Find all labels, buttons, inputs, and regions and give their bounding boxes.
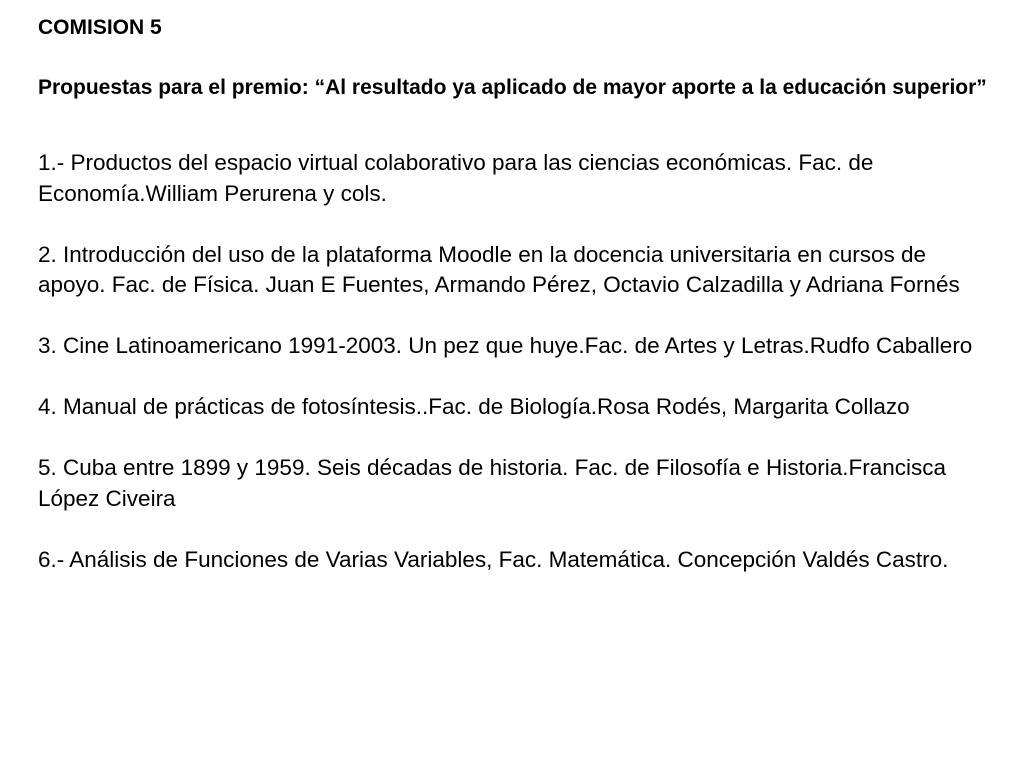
proposal-item: 6.- Análisis de Funciones de Varias Variables, Fac. Matemática. Concepción Valdés Castro. [38, 546, 949, 572]
proposal-item: 1.- Productos del espacio virtual colaborativo para las ciencias económicas. Fac. de Economía.William Perurena y cols. [38, 150, 874, 206]
proposal-item: 3. Cine Latinoamericano 1991-2003. Un pez que huye.Fac. de Artes y Letras.Rudfo Caballero [38, 333, 973, 358]
proposal-item: 2. Introducción del uso de la plataforma Moodle en la docencia universitaria en cursos de apoyo. Fac. de Física. Juan E Fuentes, Armando Pérez, Octavio Calzadilla y Adriana Fornés [38, 241, 960, 297]
proposal-list [38, 148, 998, 606]
prize-title: Propuestas para el premio: “Al resultado ya aplicado de mayor aporte a la educación superior” [38, 76, 987, 99]
proposal-item: 5. Cuba entre 1899 y 1959. Seis décadas de historia. Fac. de Filosofía e Historia.Francisca López Civeira [38, 455, 946, 511]
commission-heading: COMISION 5 [38, 16, 162, 39]
proposal-item: 4. Manual de prácticas de fotosíntesis..Fac. de Biología.Rosa Rodés, Margarita Collazo [38, 394, 910, 419]
